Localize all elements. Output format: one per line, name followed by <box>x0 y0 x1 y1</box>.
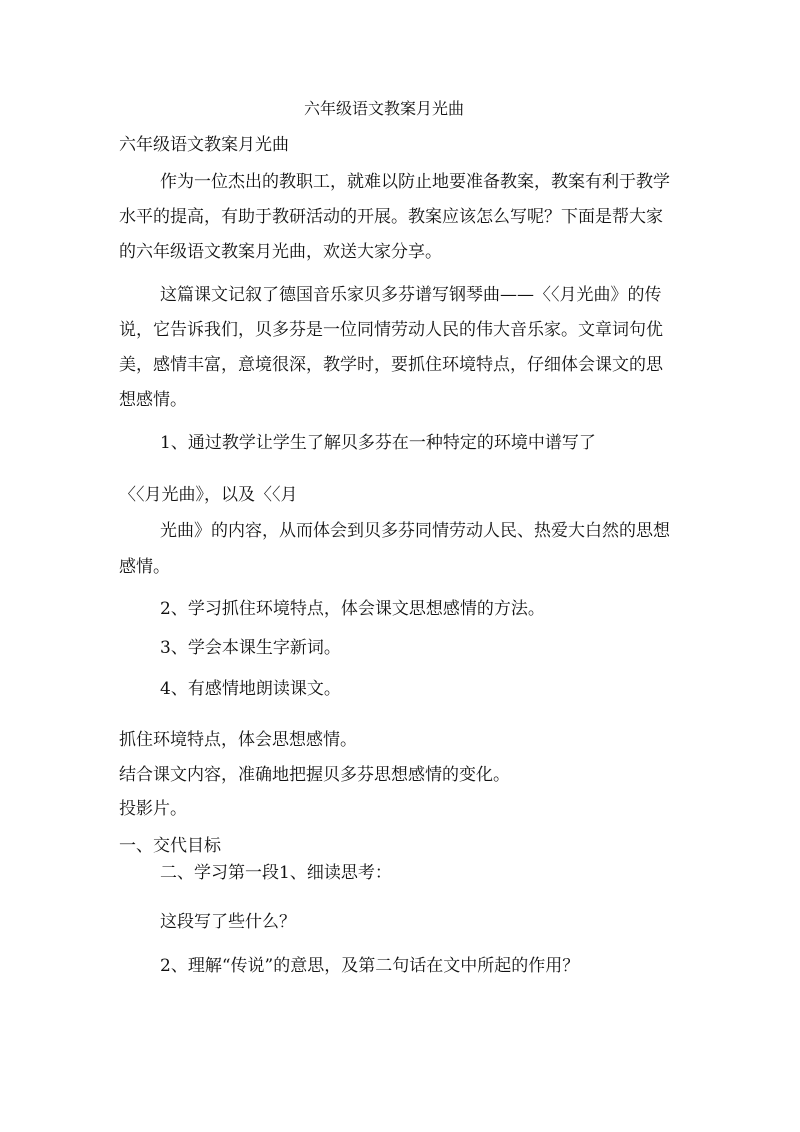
goal-1-line-4: 感情。 <box>119 557 170 577</box>
summary-line-3: 美，感情丰富，意境很深，教学时，要抓住环境特点，仔细体会课文的思 <box>119 355 663 375</box>
teaching-materials: 投影片。 <box>119 799 187 819</box>
intro-line-2: 水平的提高，有助于教研活动的开展。教案应该怎么写呢？下面是帮大家 <box>119 207 663 227</box>
summary-line-2: 说，它告诉我们，贝多芬是一位同情劳动人民的伟大音乐家。文章词句优 <box>119 320 663 340</box>
summary-line-4: 想感情。 <box>119 390 187 410</box>
process-question-1: 这段写了些什么？ <box>160 912 296 932</box>
goal-2: 2、学习抓住环境特点，体会课文思想感情的方法。 <box>160 599 545 619</box>
goal-1-line-3: 光曲》的内容，从而体会到贝多芬同情劳动人民、热爱大白然的思想 <box>160 521 670 541</box>
goal-3: 3、学会本课生字新词。 <box>160 638 341 658</box>
process-question-2: 2、理解“传说”的意思，及第二句话在文中所起的作用？ <box>160 956 580 976</box>
process-step-2: 二、学习第一段1、细读思考： <box>160 863 392 883</box>
goal-1-line-2: 〈〈月光曲》，以及〈〈月 <box>119 485 298 505</box>
goal-4: 4、有感情地朗读课文。 <box>160 679 341 699</box>
document-subtitle: 六年级语文教案月光曲 <box>119 135 289 155</box>
intro-line-3: 的六年级语文教案月光曲，欢送大家分享。 <box>119 242 442 262</box>
summary-line-1: 这篇课文记叙了德国音乐家贝多芬谱写钢琴曲——〈〈月光曲》的传 <box>160 285 662 305</box>
process-step-1: 一、交代目标 <box>119 836 221 856</box>
document-title: 六年级语文教案月光曲 <box>304 99 465 118</box>
teaching-difficulty: 结合课文内容，准确地把握贝多芬思想感情的变化。 <box>119 765 510 785</box>
intro-line-1: 作为一位杰出的教职工，就难以防止地要准备教案，教案有利于教学 <box>160 172 670 192</box>
teaching-focus: 抓住环境特点，体会思想感情。 <box>119 730 357 750</box>
goal-1-line-1: 1、通过教学让学生了解贝多芬在一种特定的环境中谱写了 <box>160 433 596 453</box>
